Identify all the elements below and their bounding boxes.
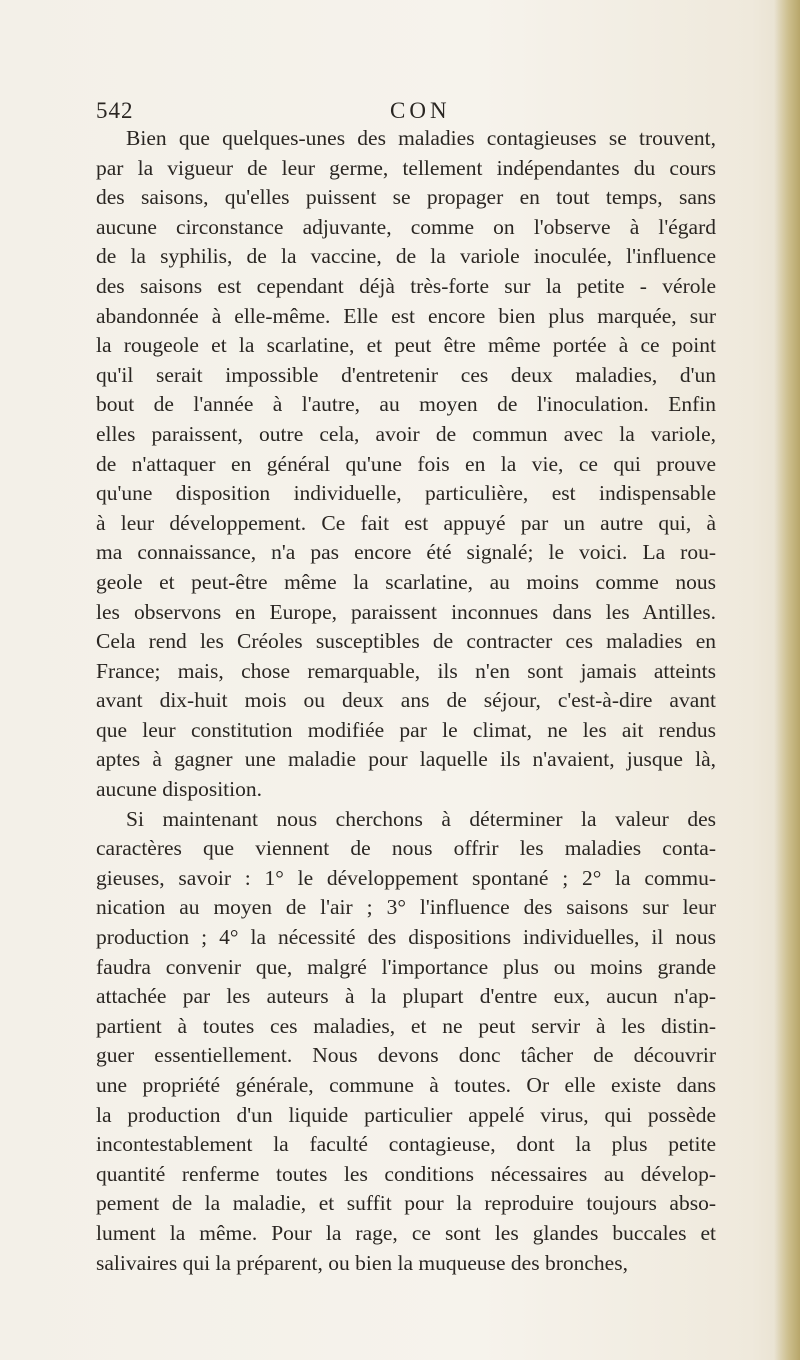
text-line: la production d'un liquide particulier appelé virus, qui possède <box>96 1102 716 1127</box>
text-line: lument la même. Pour la rage, ce sont les glandes buccales et <box>96 1220 716 1245</box>
text-line: partient à toutes ces maladies, et ne peut servir à les distin- <box>96 1013 716 1038</box>
body-text <box>96 124 716 1278</box>
text-line: à leur développement. Ce fait est appuyé par un autre qui, à <box>96 510 716 535</box>
text-line: de n'attaquer en général qu'une fois en la vie, ce qui prouve <box>96 451 716 476</box>
text-line: France; mais, chose remarquable, ils n'en sont jamais atteints <box>96 658 716 683</box>
text-line: qu'il serait impossible d'entretenir ces deux maladies, d'un <box>96 362 716 387</box>
text-line: caractères que viennent de nous offrir les maladies conta- <box>96 836 716 861</box>
text-line: Bien que quelques-unes des maladies contagieuses se trouvent, <box>126 126 716 150</box>
text-line: aucune circonstance adjuvante, comme on l'observe à l'égard <box>96 214 716 239</box>
page-binding-edge <box>774 0 800 1360</box>
text-line: guer essentiellement. Nous devons donc tâcher de découvrir <box>96 1043 716 1068</box>
text-line: abandonnée à elle-même. Elle est encore bien plus marquée, sur <box>96 303 716 328</box>
text-line: Si maintenant nous cherchons à déterminer la valeur des <box>126 806 716 831</box>
text-line: qu'une disposition individuelle, particulière, est indispensable <box>96 481 716 506</box>
text-line: faudra convenir que, malgré l'importance plus ou moins grande <box>96 954 716 979</box>
text-line: geole et peut-être même la scarlatine, au moins comme nous <box>96 569 716 594</box>
text-line: des saisons est cependant déjà très-forte sur la petite - vérole <box>96 273 716 298</box>
text-line: avant dix-huit mois ou deux ans de séjour, c'est-à-dire avant <box>96 688 716 713</box>
text-line: elles paraissent, outre cela, avoir de commun avec la variole, <box>96 421 716 446</box>
text-line: incontestablement la faculté contagieuse, dont la plus petite <box>96 1132 716 1157</box>
text-line: quantité renferme toutes les conditions nécessaires au dévelop- <box>96 1161 716 1186</box>
text-line: Cela rend les Créoles susceptibles de contracter ces maladies en <box>96 629 716 654</box>
text-line: de la syphilis, de la vaccine, de la variole inoculée, l'influence <box>96 244 716 269</box>
text-line: une propriété générale, commune à toutes. Or elle existe dans <box>96 1073 716 1097</box>
text-line: la rougeole et la scarlatine, et peut être même portée à ce point <box>96 333 716 358</box>
text-line: les observons en Europe, paraissent inconnues dans les Antilles. <box>96 599 716 624</box>
text-line: attachée par les auteurs à la plupart d'entre eux, aucun n'ap- <box>96 984 716 1009</box>
text-line: que leur constitution modifiée par le climat, ne les ait rendus <box>96 717 716 742</box>
text-line: ma connaissance, n'a pas encore été signalé; le voici. La rou- <box>96 540 716 565</box>
text-line: aucune disposition. <box>96 777 263 802</box>
text-line: gieuses, savoir : 1° le développement spontané ; 2° la commu- <box>96 865 716 890</box>
running-head: CON <box>390 98 451 123</box>
text-line: salivaires qui la préparent, ou bien la muqueuse des bronches, <box>96 1250 628 1275</box>
text-line: production ; 4° la nécessité des dispositions individuelles, il nous <box>96 925 716 950</box>
paragraph <box>96 805 716 1279</box>
text-line: des saisons, qu'elles puissent se propager en tout temps, sans <box>96 185 716 210</box>
text-line: bout de l'année à l'autre, au moyen de l'inoculation. Enfin <box>96 392 716 417</box>
text-line: aptes à gagner une maladie pour laquelle ils n'avaient, jusque là, <box>96 747 716 772</box>
page-number: 542 <box>96 98 134 123</box>
text-line: pement de la maladie, et suffit pour la reproduire toujours abso- <box>96 1191 716 1216</box>
paragraph <box>96 124 716 805</box>
text-line: par la vigueur de leur germe, tellement indépendantes du cours <box>96 155 716 180</box>
text-line: nication au moyen de l'air ; 3° l'influence des saisons sur leur <box>96 895 716 920</box>
